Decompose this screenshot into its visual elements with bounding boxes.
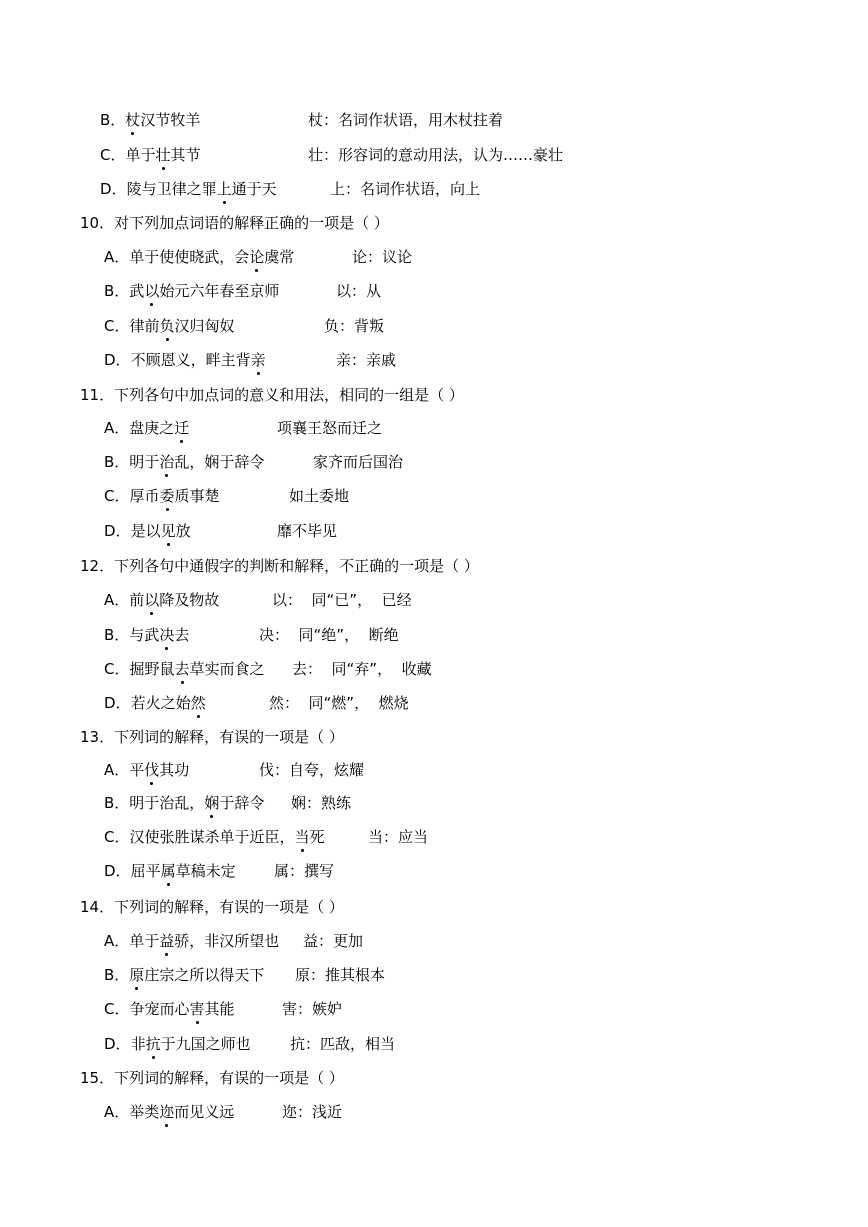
option-10a: A．单于使使晓武，会论虞常 论：议论 — [104, 248, 413, 266]
option-explanation: 益：更加 — [303, 932, 364, 950]
option-explanation: 抗：匹敌，相当 — [290, 1035, 396, 1053]
option-explanation: 害：嫉妒 — [282, 1000, 343, 1018]
option-text: 律前负汉归匈奴 — [129, 317, 235, 335]
option-text: 单于益骄，非汉所望也 — [129, 932, 280, 950]
option-explanation: 决： 同“绝”， 断绝 — [259, 626, 399, 644]
option-explanation: 属：撰写 — [274, 862, 335, 880]
option-text: 单于壮其节 — [125, 146, 201, 164]
dotted-char: 负 — [159, 317, 175, 335]
option-explanation: 上：名词作状语，向上 — [330, 180, 481, 198]
dotted-char: 论 — [249, 248, 265, 266]
option-14d: D．非抗于九国之师也 抗：匹敌，相当 — [104, 1035, 396, 1053]
dotted-char: 以 — [144, 282, 160, 300]
option-text: 平伐其功 — [129, 761, 190, 779]
option-11d: D．是以见放 靡不毕见 — [104, 522, 338, 540]
question-14-stem: 14．下列词的解释，有误的一项是（ ） — [80, 898, 344, 916]
dotted-char: 娴 — [204, 794, 220, 812]
option-text: 前以降及物故 — [129, 591, 220, 609]
question-15-stem: 15．下列词的解释，有误的一项是（ ） — [80, 1069, 344, 1087]
option-14c: C．争宠而心害其能 害：嫉妒 — [104, 1000, 343, 1018]
option-text: 盘庚之迁 — [129, 419, 190, 437]
option-explanation: 去： 同“弃”， 收藏 — [292, 660, 432, 678]
dotted-char: 壮 — [155, 146, 171, 164]
option-text: 与武决去 — [129, 626, 190, 644]
option-explanation: 论：议论 — [352, 248, 413, 266]
option-explanation: 娴：熟练 — [291, 794, 352, 812]
option-text: 单于使使晓武，会论虞常 — [129, 248, 295, 266]
question-13-stem: 13．下列词的解释，有误的一项是（ ） — [80, 728, 344, 746]
option-explanation: 如土委地 — [289, 487, 350, 505]
option-explanation: 壮：形容词的意动用法，认为……豪壮 — [308, 146, 564, 164]
option-explanation: 以：从 — [336, 282, 382, 300]
option-text: 原庄宗之所以得天下 — [129, 966, 265, 984]
option-explanation: 靡不毕见 — [277, 522, 338, 540]
option-explanation: 迩：浅近 — [282, 1103, 343, 1121]
option-10d: D．不顾恩义，畔主背亲 亲：亲戚 — [104, 351, 397, 369]
dotted-char: 治 — [159, 453, 175, 471]
option-explanation: 原：推其根本 — [295, 966, 386, 984]
option-text: 汉使张胜谋杀单于近臣，当死 — [129, 828, 325, 846]
dotted-char: 然 — [190, 694, 206, 712]
option-explanation: 伐：自夸，炫耀 — [259, 761, 365, 779]
option-text: 掘野鼠去草实而食之 — [129, 660, 265, 678]
option-13c: C．汉使张胜谋杀单于近臣，当死 当：应当 — [104, 828, 429, 846]
option-text: 明于治乱，娴于辞令 — [129, 453, 265, 471]
option-explanation: 家齐而后国治 — [313, 453, 404, 471]
dotted-char: 上 — [216, 180, 232, 198]
option-11a: A．盘庚之迁 项襄王怒而迁之 — [104, 419, 383, 437]
option-text: 若火之始然 — [130, 694, 206, 712]
dotted-char: 害 — [189, 1000, 205, 1018]
question-12-stem: 12．下列各句中通假字的判断和解释，不正确的一项是（ ） — [80, 557, 479, 575]
question-10-stem: 10．对下列加点词语的解释正确的一项是（ ） — [80, 214, 389, 232]
option-11b: B．明于治乱，娴于辞令 家齐而后国治 — [104, 453, 404, 471]
option-12b: B．与武决去 决： 同“绝”， 断绝 — [104, 626, 399, 644]
option-10c: C．律前负汉归匈奴 负：背叛 — [104, 317, 385, 335]
option-explanation: 以： 同“已”， 已经 — [272, 591, 412, 609]
dotted-char: 见 — [160, 522, 176, 540]
option-text: 争宠而心害其能 — [129, 1000, 235, 1018]
option-12d: D．若火之始然 然： 同“燃”， 燃烧 — [104, 694, 409, 712]
option-explanation: 当：应当 — [368, 828, 429, 846]
dotted-char: 迁 — [174, 419, 190, 437]
option-13a: A．平伐其功 伐：自夸，炫耀 — [104, 761, 365, 779]
option-explanation: 亲：亲戚 — [336, 351, 397, 369]
dotted-char: 去 — [174, 660, 190, 678]
option-text: 杖汉节牧羊 — [125, 111, 201, 129]
option-text: 非抗于九国之师也 — [130, 1035, 251, 1053]
option-explanation: 杖：名词作状语，用木杖拄着 — [308, 111, 504, 129]
option-text: 是以见放 — [130, 522, 191, 540]
option-text: 不顾恩义，畔主背亲 — [130, 351, 266, 369]
option-12c: C．掘野鼠去草实而食之 去： 同“弃”， 收藏 — [104, 660, 432, 678]
dotted-char: 迩 — [159, 1103, 175, 1121]
option-9d: D．陵与卫律之罪上通于天 上：名词作状语，向上 — [100, 180, 481, 198]
option-9b: B．杖汉节牧羊 杖：名词作状语，用木杖拄着 — [100, 111, 504, 129]
option-explanation: 然： 同“燃”， 燃烧 — [269, 694, 409, 712]
option-10b: B．武以始元六年春至京师 以：从 — [104, 282, 382, 300]
option-text: 明于治乱，娴于辞令 — [129, 794, 265, 812]
dotted-char: 杖 — [125, 111, 141, 129]
dotted-char: 决 — [159, 626, 175, 644]
option-text: 武以始元六年春至京师 — [129, 282, 280, 300]
dotted-char: 委 — [159, 487, 175, 505]
dotted-char: 属 — [160, 862, 176, 880]
dotted-char: 原 — [129, 966, 145, 984]
option-14b: B．原庄宗之所以得天下 原：推其根本 — [104, 966, 386, 984]
option-13d: D．屈平属草稿未定 属：撰写 — [104, 862, 335, 880]
dotted-char: 以 — [144, 591, 160, 609]
option-text: 陵与卫律之罪上通于天 — [126, 180, 277, 198]
dotted-char: 伐 — [144, 761, 160, 779]
option-14a: A．单于益骄，非汉所望也 益：更加 — [104, 932, 364, 950]
dotted-char: 抗 — [145, 1035, 161, 1053]
option-text: 举类迩而见义远 — [129, 1103, 235, 1121]
question-11-stem: 11．下列各句中加点词的意义和用法，相同的一组是（ ） — [80, 386, 464, 404]
option-text: 厚币委质事楚 — [129, 487, 220, 505]
option-9c: C．单于壮其节 壮：形容词的意动用法，认为……豪壮 — [100, 146, 564, 164]
option-explanation: 项襄王怒而迁之 — [277, 419, 383, 437]
option-11c: C．厚币委质事楚 如土委地 — [104, 487, 350, 505]
option-12a: A．前以降及物故 以： 同“已”， 已经 — [104, 591, 412, 609]
option-explanation: 负：背叛 — [324, 317, 385, 335]
option-text: 屈平属草稿未定 — [130, 862, 236, 880]
dotted-char: 亲 — [250, 351, 266, 369]
dotted-char: 益 — [159, 932, 175, 950]
option-13b: B．明于治乱，娴于辞令 娴：熟练 — [104, 794, 352, 812]
dotted-char: 当 — [294, 828, 310, 846]
option-15a: A．举类迩而见义远 迩：浅近 — [104, 1103, 343, 1121]
